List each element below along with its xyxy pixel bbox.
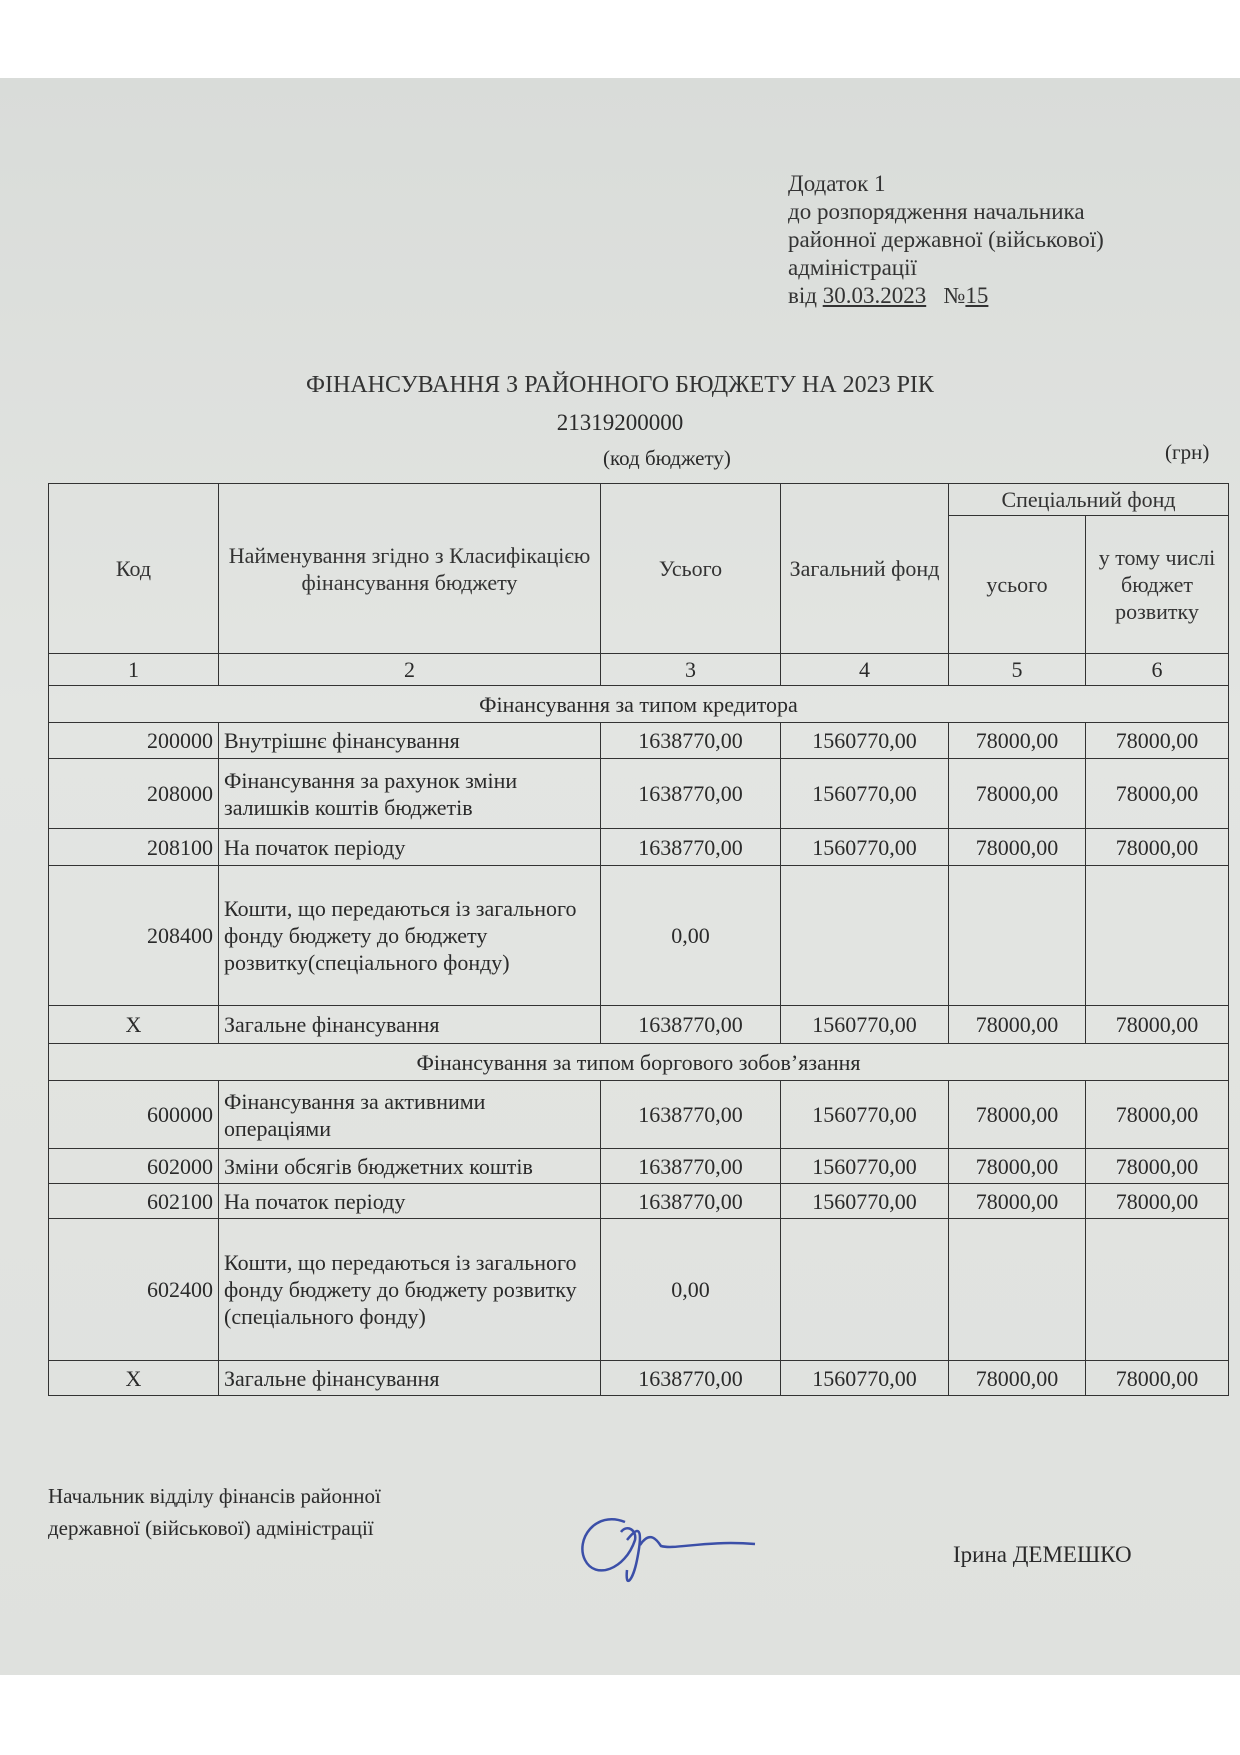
cell-total: 0,00 xyxy=(601,866,781,1006)
header-code: Код xyxy=(49,484,219,654)
cell-dev: 78000,00 xyxy=(1086,723,1229,759)
cell-dev: 78000,00 xyxy=(1086,829,1229,866)
table-row xyxy=(49,829,1229,866)
annex-line: Додаток 1 xyxy=(788,171,886,196)
cell-name: Кошти, що передаються із загального фонду бюджету до бюджету розвитку(спеціального фонду) xyxy=(219,866,601,1006)
cell-name: Внутрішнє фінансування xyxy=(219,723,601,759)
cell-special: 78000,00 xyxy=(949,759,1086,829)
date-prefix: від xyxy=(788,283,817,308)
cell-special xyxy=(949,866,1086,1006)
cell-special: 78000,00 xyxy=(949,1184,1086,1219)
cell-general xyxy=(781,1219,949,1361)
cell-total: 1638770,00 xyxy=(601,1006,781,1044)
currency-unit: (грн) xyxy=(1165,440,1210,464)
budget-code: 21319200000 xyxy=(556,410,684,435)
cell-name: Загальне фінансування xyxy=(219,1361,601,1396)
cell-total: 1638770,00 xyxy=(601,1184,781,1219)
cell-total: 1638770,00 xyxy=(601,723,781,759)
annex-number: 15 xyxy=(965,283,989,308)
cell-general: 1560770,00 xyxy=(781,1184,949,1219)
cell-dev: 78000,00 xyxy=(1086,1361,1229,1396)
budget-code-label: (код бюджету) xyxy=(603,446,731,470)
cell-code: 602100 xyxy=(49,1184,219,1219)
cell-code: 208100 xyxy=(49,829,219,866)
position-line: Начальник відділу фінансів районної xyxy=(48,1484,381,1508)
cell-special: 78000,00 xyxy=(949,1149,1086,1184)
cell-code: 200000 xyxy=(49,723,219,759)
cell-special: 78000,00 xyxy=(949,723,1086,759)
cell-code: 602400 xyxy=(49,1219,219,1361)
cell-dev: 78000,00 xyxy=(1086,759,1229,829)
cell-special: 78000,00 xyxy=(949,1081,1086,1149)
header-special-dev: у тому числі бюджет розвитку xyxy=(1086,516,1229,654)
cell-total: 0,00 xyxy=(601,1219,781,1361)
signatory-position xyxy=(48,1480,381,1544)
cell-general: 1560770,00 xyxy=(781,1081,949,1149)
column-number: 4 xyxy=(781,654,949,686)
header-total: Усього xyxy=(601,484,781,654)
annex-line: до розпорядження начальника xyxy=(788,199,1085,224)
column-number: 1 xyxy=(49,654,219,686)
annex-line: адміністрації xyxy=(788,255,917,280)
header-name: Найменування згідно з Класифікацією фінансування бюджету xyxy=(219,484,601,654)
cell-general: 1560770,00 xyxy=(781,759,949,829)
cell-total: 1638770,00 xyxy=(601,1149,781,1184)
table-row xyxy=(49,1361,1229,1396)
cell-name: На початок періоду xyxy=(219,1184,601,1219)
cell-general xyxy=(781,866,949,1006)
table-row xyxy=(49,1081,1229,1149)
cell-general: 1560770,00 xyxy=(781,829,949,866)
table-row xyxy=(49,723,1229,759)
cell-code: X xyxy=(49,1006,219,1044)
cell-total: 1638770,00 xyxy=(601,829,781,866)
section-row xyxy=(49,1044,1229,1081)
cell-special: 78000,00 xyxy=(949,1361,1086,1396)
cell-special: 78000,00 xyxy=(949,1006,1086,1044)
cell-dev xyxy=(1086,1219,1229,1361)
table-row xyxy=(49,1149,1229,1184)
table-row xyxy=(49,759,1229,829)
column-number: 2 xyxy=(219,654,601,686)
section-row xyxy=(49,686,1229,723)
cell-dev: 78000,00 xyxy=(1086,1149,1229,1184)
cell-name: Фінансування за рахунок зміни залишків коштів бюджетів xyxy=(219,759,601,829)
annex-header xyxy=(788,170,1104,310)
document-title: ФІНАНСУВАННЯ З РАЙОННОГО БЮДЖЕТУ НА 2023 РІК xyxy=(306,372,934,398)
cell-special xyxy=(949,1219,1086,1361)
column-number: 3 xyxy=(601,654,781,686)
cell-dev: 78000,00 xyxy=(1086,1184,1229,1219)
cell-code: 208000 xyxy=(49,759,219,829)
cell-total: 1638770,00 xyxy=(601,1081,781,1149)
cell-special: 78000,00 xyxy=(949,829,1086,866)
annex-line: районної державної (військової) xyxy=(788,227,1104,252)
cell-dev xyxy=(1086,866,1229,1006)
cell-general: 1560770,00 xyxy=(781,723,949,759)
cell-name: Фінансування за активними операціями xyxy=(219,1081,601,1149)
table-row xyxy=(49,1219,1229,1361)
cell-general: 1560770,00 xyxy=(781,1149,949,1184)
column-number: 6 xyxy=(1086,654,1229,686)
cell-code: 600000 xyxy=(49,1081,219,1149)
table-row xyxy=(49,866,1229,1006)
cell-code: 208400 xyxy=(49,866,219,1006)
cell-general: 1560770,00 xyxy=(781,1006,949,1044)
header-special-fund: Спеціальний фонд xyxy=(949,484,1229,516)
header-general-fund: Загальний фонд xyxy=(781,484,949,654)
column-number: 5 xyxy=(949,654,1086,686)
table-row xyxy=(49,1184,1229,1219)
table-row xyxy=(49,1006,1229,1044)
cell-total: 1638770,00 xyxy=(601,1361,781,1396)
cell-dev: 78000,00 xyxy=(1086,1006,1229,1044)
financing-table xyxy=(48,483,1229,1396)
cell-code: 602000 xyxy=(49,1149,219,1184)
cell-total: 1638770,00 xyxy=(601,759,781,829)
header-special-total: усього xyxy=(949,516,1086,654)
cell-name: Кошти, що передаються із загального фонду бюджету до бюджету розвитку (спеціального фонду) xyxy=(219,1219,601,1361)
cell-name: Зміни обсягів бюджетних коштів xyxy=(219,1149,601,1184)
signatory-name: Ірина ДЕМЕШКО xyxy=(953,1542,1132,1567)
cell-name: Загальне фінансування xyxy=(219,1006,601,1044)
cell-dev: 78000,00 xyxy=(1086,1081,1229,1149)
handwritten-signature xyxy=(565,1500,765,1590)
cell-general: 1560770,00 xyxy=(781,1361,949,1396)
section-title: Фінансування за типом боргового зобов’язання xyxy=(49,1044,1229,1081)
cell-code: X xyxy=(49,1361,219,1396)
annex-date-line xyxy=(788,282,1104,310)
cell-name: На початок періоду xyxy=(219,829,601,866)
number-prefix: № xyxy=(943,283,966,308)
annex-date: 30.03.2023 xyxy=(822,283,927,308)
section-title: Фінансування за типом кредитора xyxy=(49,686,1229,723)
position-line: державної (військової) адміністрації xyxy=(48,1516,374,1540)
